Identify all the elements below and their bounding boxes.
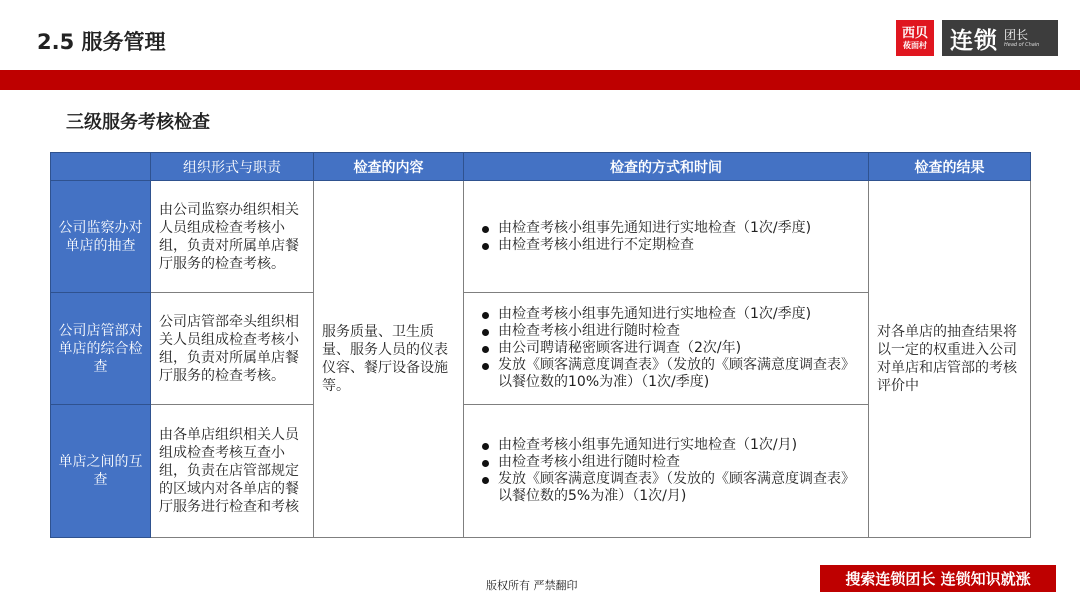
inspection-table — [50, 152, 1031, 538]
table-row — [51, 181, 1031, 293]
page-title: 2.5 服务管理 — [37, 30, 166, 54]
chain-logo-sub: Head of Chain — [1004, 41, 1040, 48]
chain-logo-main: 连锁 — [950, 27, 998, 54]
xibei-logo — [896, 20, 934, 56]
shared-result-cell: 对各单店的抽查结果将以一定的权重进入公司对单店和店管部的考核评价中 — [869, 181, 1031, 538]
method-item: 由检查考核小组进行不定期检查 — [472, 237, 860, 254]
row-org: 由各单店组织相关人员组成检查考核互查小组，负责在店管部规定的区域内对各单店的餐厅服务进行检查和考核 — [151, 405, 314, 538]
method-item: 由检查考核小组进行随时检查 — [472, 454, 860, 471]
row-org: 由公司监察办组织相关人员组成检查考核小组，负责对所属单店餐厅服务的检查考核。 — [151, 181, 314, 293]
chain-head-logo — [942, 20, 1058, 56]
row-methods — [464, 293, 869, 405]
slogan-banner: 搜索连锁团长 连锁知识就涨 — [820, 565, 1056, 592]
section-title: 三级服务考核检查 — [66, 112, 210, 133]
method-item: 由公司聘请秘密顾客进行调查（2次/年) — [472, 340, 860, 357]
method-item: 由检查考核小组事先通知进行实地检查（1次/季度) — [472, 306, 860, 323]
xibei-logo-line2: 莜面村 — [903, 40, 927, 50]
row-methods — [464, 405, 869, 538]
chain-logo-small: 团长 — [1004, 27, 1029, 42]
methods-list — [472, 220, 860, 254]
column-header-type — [51, 153, 151, 181]
method-item: 由检查考核小组事先通知进行实地检查（1次/月) — [472, 437, 860, 454]
chain-logo-side — [1004, 29, 1039, 48]
shared-content-cell: 服务质量、卫生质量、服务人员的仪表仪容、餐厅设备设施等。 — [314, 181, 464, 538]
column-header-content: 检查的内容 — [314, 153, 464, 181]
methods-list — [472, 306, 860, 391]
row-org: 公司店管部牵头组织相关人员组成检查考核小组，负责对所属单店餐厅服务的检查考核。 — [151, 293, 314, 405]
column-header-org: 组织形式与职责 — [151, 153, 314, 181]
column-header-result: 检查的结果 — [869, 153, 1031, 181]
column-header-methods: 检查的方式和时间 — [464, 153, 869, 181]
method-item: 由检查考核小组进行随时检查 — [472, 323, 860, 340]
copyright-notice: 版权所有 严禁翻印 — [486, 579, 578, 592]
method-item: 由检查考核小组事先通知进行实地检查（1次/季度) — [472, 220, 860, 237]
row-methods — [464, 181, 869, 293]
xibei-logo-line1: 西贝 — [901, 25, 928, 41]
method-item: 发放《顾客满意度调查表》（发放的《顾客满意度调查表》以餐位数的10%为准）（1次/季度) — [472, 357, 860, 391]
header-divider-band — [0, 70, 1080, 90]
row-type: 公司监察办对单店的抽查 — [51, 181, 151, 293]
brand-logos — [896, 20, 1058, 56]
row-type: 单店之间的互查 — [51, 405, 151, 538]
methods-list — [472, 437, 860, 505]
row-type: 公司店管部对单店的综合检查 — [51, 293, 151, 405]
table-header-row — [51, 153, 1031, 181]
method-item: 发放《顾客满意度调查表》（发放的《顾客满意度调查表》以餐位数的5%为准）（1次/月) — [472, 471, 860, 505]
